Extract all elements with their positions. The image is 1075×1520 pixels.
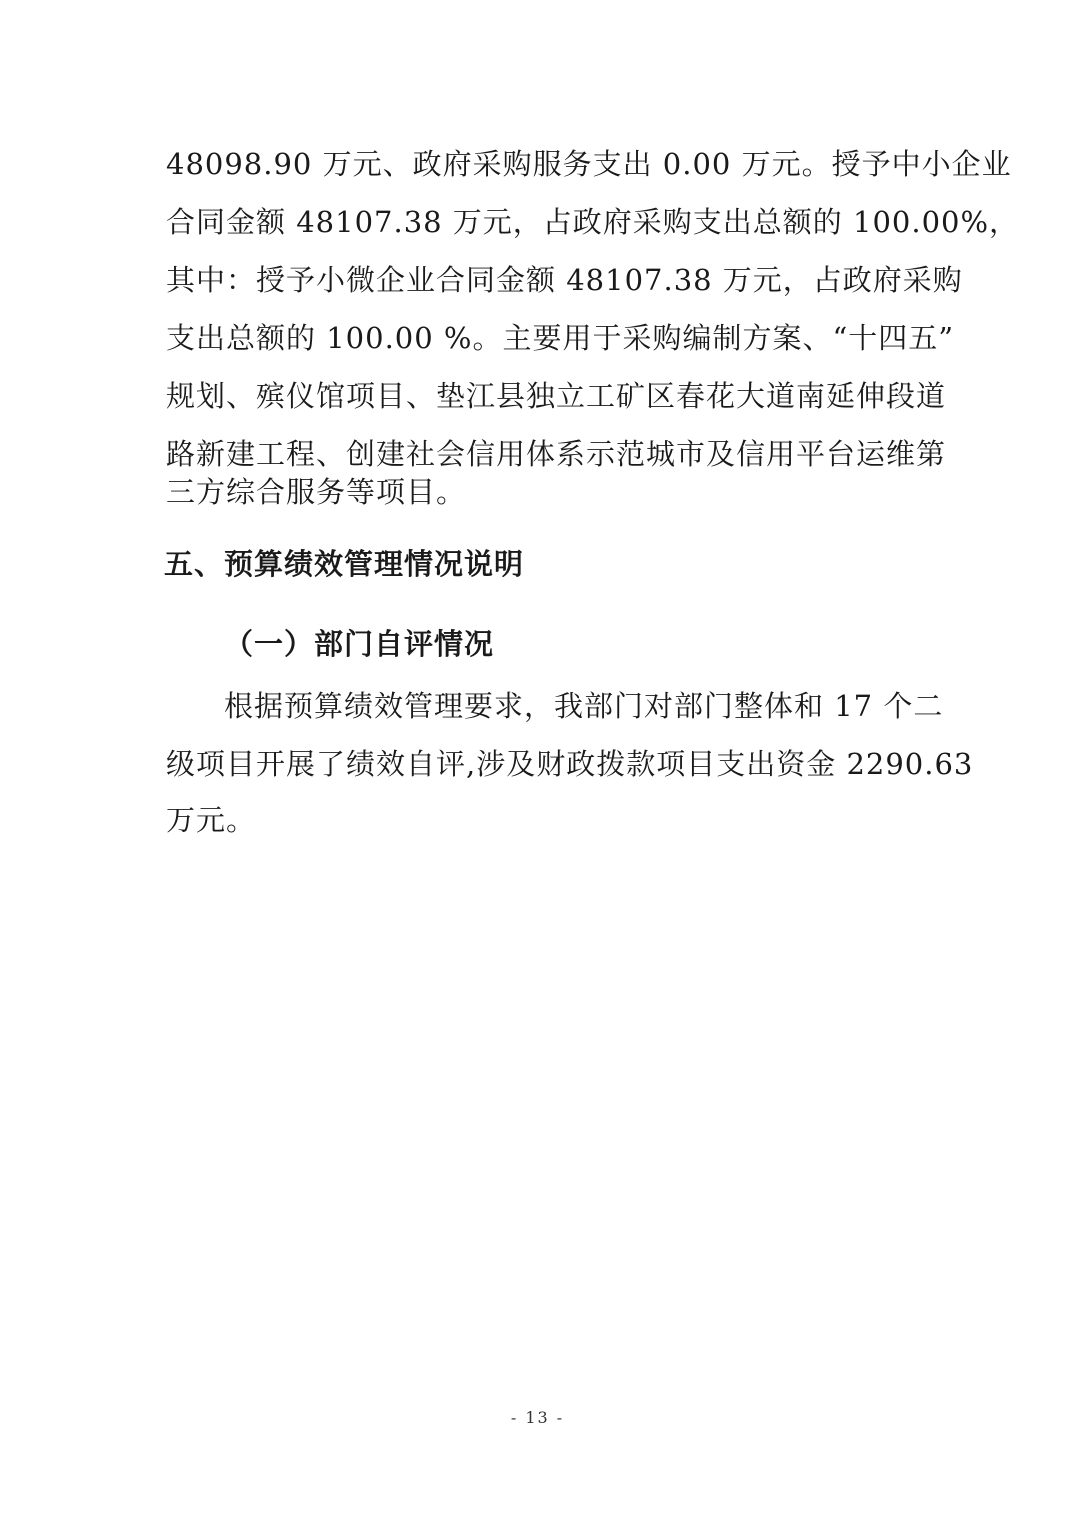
section-heading: 五、预算绩效管理情况说明 <box>164 547 525 581</box>
paragraph-line: 三方综合服务等项目。 <box>166 475 467 509</box>
paragraph-line: 级项目开展了绩效自评,涉及财政拨款项目支出资金 2290.63 <box>166 747 974 781</box>
paragraph-line: 根据预算绩效管理要求，我部门对部门整体和 17 个二 <box>224 689 944 723</box>
paragraph-line: 规划、殡仪馆项目、垫江县独立工矿区春花大道南延伸段道 <box>166 379 947 413</box>
paragraph-line: 其中：授予小微企业合同金额 48107.38 万元，占政府采购 <box>166 263 963 297</box>
paragraph-line: 路新建工程、创建社会信用体系示范城市及信用平台运维第 <box>166 437 947 471</box>
paragraph-line: 支出总额的 100.00 %。主要用于采购编制方案、“十四五” <box>166 321 955 355</box>
paragraph-line: 万元。 <box>166 803 257 837</box>
paragraph-line: 48098.90 万元、政府采购服务支出 0.00 万元。授予中小企业 <box>166 147 1012 181</box>
page-number: - 13 - <box>510 1408 565 1427</box>
paragraph-line: 合同金额 48107.38 万元，占政府采购支出总额的 100.00%， <box>166 205 1020 239</box>
subsection-heading: （一）部门自评情况 <box>224 627 495 661</box>
